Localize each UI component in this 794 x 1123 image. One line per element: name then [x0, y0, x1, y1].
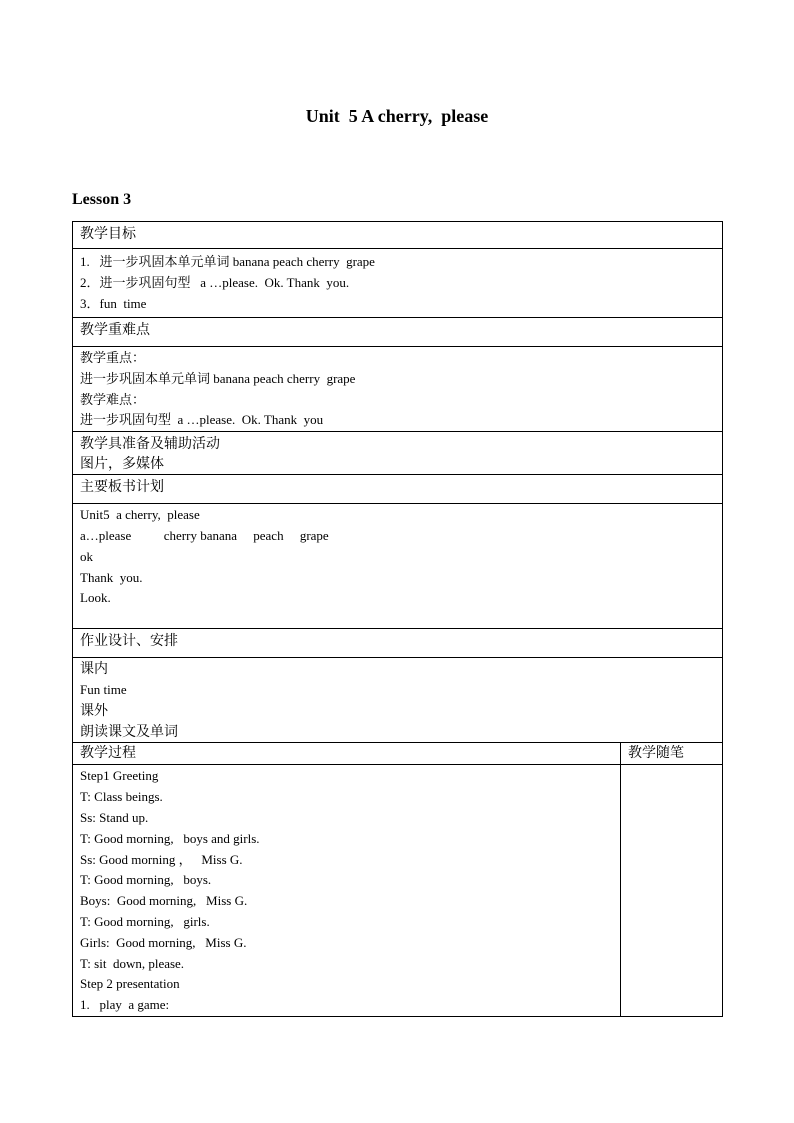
materials-line: 图片，多媒体: [80, 456, 164, 473]
notes-header: 教学随笔: [628, 745, 684, 762]
board-plan-body-row: [73, 504, 723, 629]
board-plan-line: Look.: [80, 590, 111, 606]
homework-body-row: [73, 658, 723, 743]
notes-body: [621, 765, 723, 1017]
board-plan-line: ok: [80, 548, 93, 564]
process-line: Boys: Good morning, Miss G.: [80, 893, 248, 909]
homework-header: 作业设计、安排: [80, 633, 178, 650]
board-plan-header: 主要板书计划: [80, 479, 164, 496]
process-line: T: Good morning, boys and girls.: [80, 830, 260, 846]
lesson-plan-table: [72, 221, 723, 1017]
process-line: T: sit down, please.: [80, 955, 185, 971]
lesson-label: Lesson 3: [72, 191, 132, 208]
process-line: Girls: Good morning, Miss G.: [80, 934, 247, 950]
key-points-line: 进一步巩固本单元单词 banana peach cherry grape: [80, 370, 356, 386]
key-points-line: 教学难点：: [80, 391, 146, 407]
process-line: Step 2 presentation: [80, 976, 180, 992]
process-header: 教学过程: [80, 745, 136, 762]
process-line: 1. play a game:: [80, 997, 170, 1013]
board-plan-line: Unit5 a cherry, please: [80, 507, 200, 523]
objectives-line: 2．进一步巩固句型 a …please. Ok. Thank you.: [80, 274, 350, 290]
process-line: T: Good morning, girls.: [80, 913, 210, 929]
process-line: T: Good morning, boys.: [80, 872, 212, 888]
page-title: Unit 5 A cherry, please: [305, 106, 489, 126]
objectives-header-row: [73, 222, 723, 249]
board-plan-line: a…please cherry banana peach grape: [80, 527, 329, 543]
objectives-header: 教学目标: [80, 226, 136, 242]
process-line: Ss: Stand up.: [80, 809, 149, 825]
materials-header: 教学具准备及辅助活动: [80, 436, 220, 453]
objectives-line: 3．fun time: [80, 295, 147, 311]
homework-line: 课外: [80, 702, 108, 719]
homework-line: 课内: [80, 661, 108, 678]
homework-header-row: [73, 629, 723, 658]
process-line: Ss: Good morning ， Miss G.: [80, 851, 243, 867]
board-plan-line: Thank you.: [80, 569, 143, 585]
board-plan-header-row: [73, 475, 723, 504]
process-body: [73, 765, 621, 1017]
key-points-header-row: [73, 318, 723, 347]
homework-line: 朗读课文及单词: [80, 723, 178, 740]
objectives-body-row: [73, 249, 723, 318]
key-points-body-row: [73, 347, 723, 432]
homework-line: Fun time: [80, 681, 127, 697]
objectives-line: 1. 进一步巩固本单元单词 banana peach cherry grape: [80, 254, 375, 269]
process-header-row: [73, 743, 723, 765]
process-line: Step1 Greeting: [80, 768, 159, 784]
key-points-header: 教学重难点: [80, 322, 150, 338]
process-line: T: Class beings.: [80, 789, 163, 805]
key-points-line: 教学重点：: [80, 350, 146, 365]
key-points-line: 进一步巩固句型 a …please. Ok. Thank you: [80, 412, 324, 428]
process-body-row: [73, 765, 723, 1017]
materials-row: [73, 432, 723, 475]
